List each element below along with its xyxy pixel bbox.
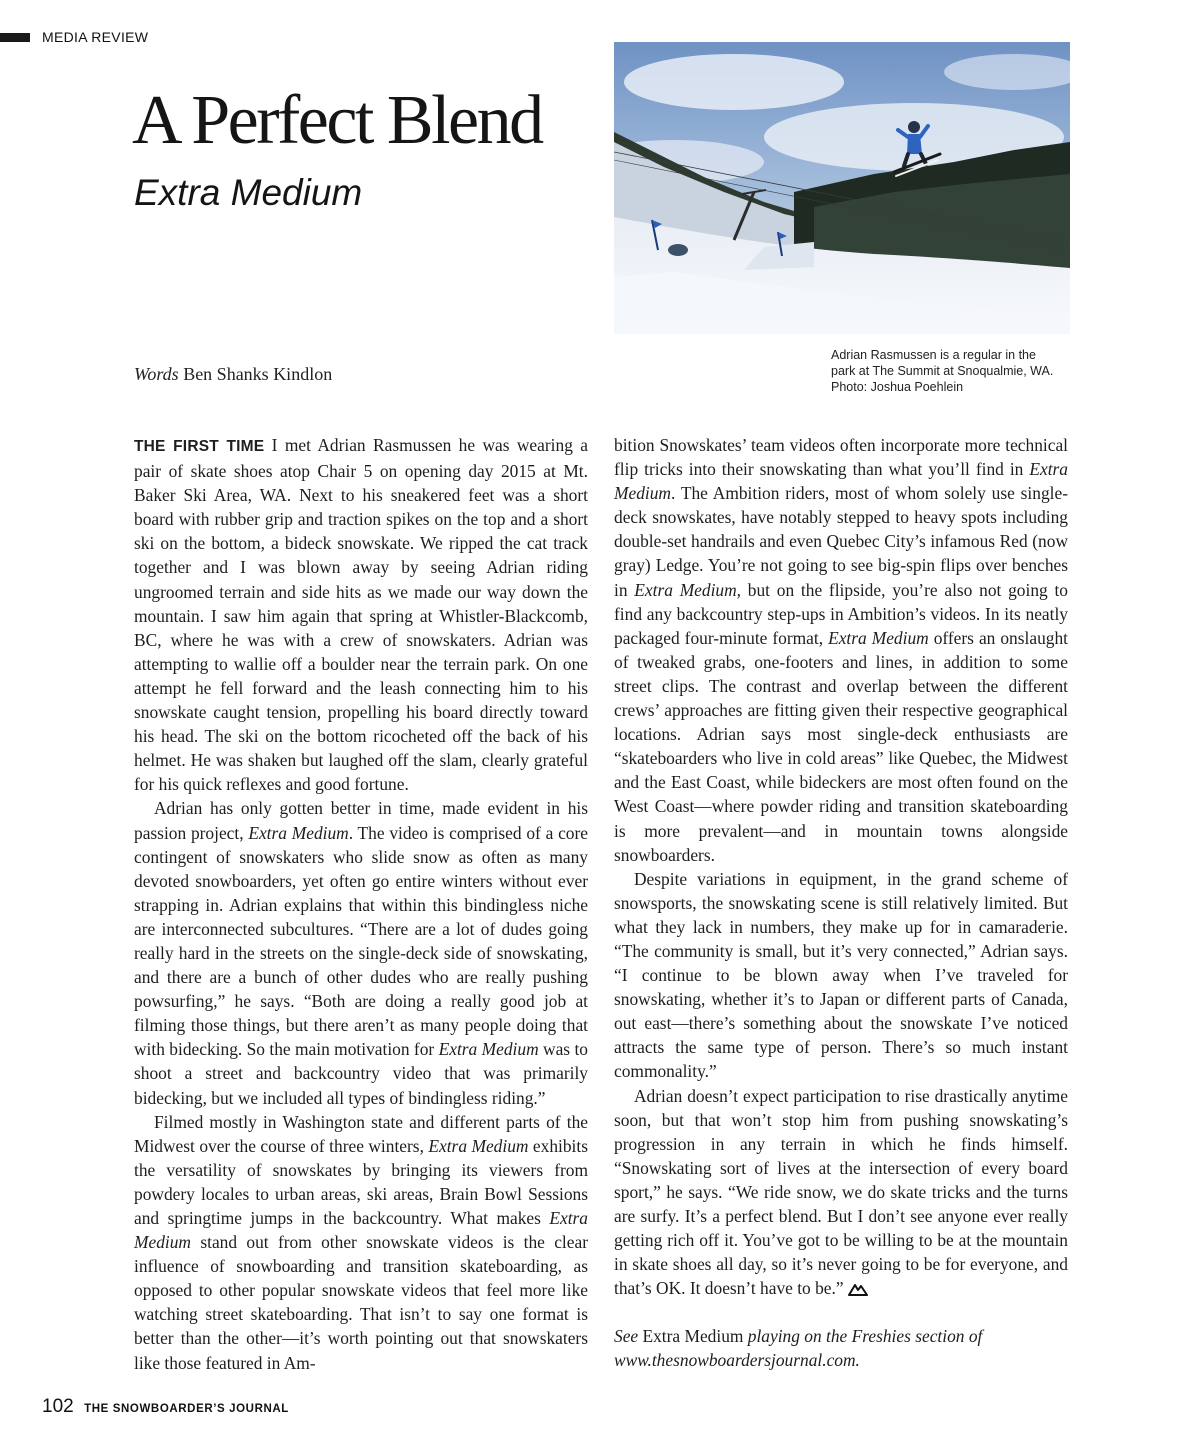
article-paragraph-continued: bition Snowskates’ team videos often incorporate more technical flip tricks into their snowskating than what you’ll find in Extra Medium. The Ambition riders, most of whom solely use single-deck snowskates, have notably stepped to heavy spots including double-set handrails and even Quebec City’s infamous Red (now gray) Ledge. You’re not going to see big-spin flips over benches in Extra Medium, but on the flipside, you’re also not going to find any backcountry step-ups in Ambition’s videos. In its neatly packaged four-minute format, Extra Medium offers an onslaught of tweaked grabs, one-footers and lines, in addition to some street clips. The contrast and overlap between the different crews’ approaches are fitting given their respective geographical locations. Adrian says most single-deck enthusiasts are “skateboarders who live in cold areas” like Quebec, the Midwest and the East Coast, while bideckers are most often found on the West Coast—where powder riding and transition skateboarding is more prevalent—and in mountain towns alongside snowboarders. xyxy=(614,435,1069,865)
article-column-left xyxy=(134,433,588,1375)
article-text-continued: bition Snowskates’ team videos often incorporate more technical flip tricks into their snowskating than what you’ll find in xyxy=(614,435,1068,480)
article-subtitle: Extra Medium xyxy=(134,172,363,213)
page-number: 102 xyxy=(42,1396,74,1417)
article-column-right xyxy=(614,433,1068,1373)
snowskater-jump-photo xyxy=(614,42,1070,334)
caption-line: Adrian Rasmussen is a regular in the xyxy=(831,348,1036,362)
lead-in-caps: THE FIRST TIME xyxy=(134,438,265,455)
article-paragraph: Filmed mostly in Washington state and different parts of the Midwest over the course of three winters, Extra Medium exhibits the versatility of snowskates by bringing its viewers from powdery locales to urban areas, ski areas, Brain Bowl Sessions and springtime jumps in the backcountry. What makes Extra Medium stand out from other snowskate videos is the clear influence of snowboarding and transition skateboarding, as opposed to other popular snowskate videos that feel more like watching street skateboarding. That isn’t to say one format is better than the other—it’s worth pointing out that snowskaters like those featured in Am- xyxy=(134,1111,588,1373)
publication-name: THE SNOWBOARDER’S JOURNAL xyxy=(84,1403,289,1415)
article-title: A Perfect Blend xyxy=(132,82,542,159)
article-paragraph: Adrian doesn’t expect participation to rise drastically anytime soon, but that won’t stop him from pushing snowskating’s progression in any terrain in which he finds himself. “Snowskating sort of lives at the intersection of every board sport,” he says. “We ride snow, we do skate tricks and the turns are surfy. It’s a perfect blend. But I don’t see anyone ever really getting rich off it. You’ve got to be willing to be at the mountain in skate shoes all day, so it’s never going to be for everyone, and that’s OK. It doesn’t have to be.” xyxy=(614,1085,1068,1299)
see-also-note: See Extra Medium playing on the Freshies section of www.thesnowboardersjournal.com. xyxy=(614,1326,983,1371)
article-paragraph: THE FIRST TIME I met Adrian Rasmussen he was wearing a pair of skate shoes atop Chair 5 on opening day 2015 at Mt. Baker Ski Area, WA. Next to his sneakered feet was a short board with rubber grip and traction spikes on the top and a short ski on the bottom, a bideck snowskate. We ripped the cat track together and I was blown away by seeing Adrian riding ungroomed terrain and side hits as we made our way down the mountain. I saw him again that spring at Whistler-Blackcomb, BC, where he was with a crew of snowskaters. Adrian was attempting to wallie off a boulder near the terrain park. On one attempt he fell forward and the leash connecting him to his snowskate caught tension, propelling his board directly toward his head. The ski on the bottom ricocheted off the back of his helmet. He was shaken but laughed off the slam, clearly grateful for his quick reflexes and good fortune. xyxy=(134,435,588,795)
caption-line: park at The Summit at Snoqualmie, WA. xyxy=(831,364,1054,378)
article-paragraph: Adrian has only gotten better in time, made evident in his passion project, Extra Medium. The video is comprised of a core contingent of snowskaters who slide snow as often as many devoted snowboarders, yet often go entire winters without ever strapping in. Adrian explains that within this bindingless niche are interconnected subcultures. “There are a lot of dudes going really hard in the streets on the single-deck side of snowskating, and there are a bunch of other dudes who are really pushing powsurfing,” he says. “Both are doing a really good job at filming those things, but there aren’t as many people doing that with bidecking. So the main motivation for Extra Medium was to shoot a street and backcountry video that was primarily bidecking, but we included all types of bindingless riding.” xyxy=(134,798,589,1108)
page-footer xyxy=(42,1396,289,1418)
photo-caption xyxy=(831,347,1071,395)
section-label: MEDIA REVIEW xyxy=(42,29,149,45)
byline-author: Ben Shanks Kindlon xyxy=(183,364,333,384)
byline-lead: Words xyxy=(134,364,179,384)
section-marker-bar xyxy=(0,33,30,42)
caption-credit: Photo: Joshua Poehlein xyxy=(831,380,964,394)
byline xyxy=(134,364,332,385)
article-paragraph: Despite variations in equipment, in the grand scheme of snowsports, the snowskating scene is still relatively limited. But what they lack in numbers, they make up for in camaraderie. “The community is small, but it’s very connected,” Adrian says. “I continue to be blown away when I’ve traveled for snowskating, whether it’s to Japan or different parts of Canada, out east—there’s something about the snowskate I’ve noticed attracts the same type of person. There’s so much instant commonality.” xyxy=(614,868,1068,1082)
mountain-end-mark-icon xyxy=(848,1282,868,1296)
